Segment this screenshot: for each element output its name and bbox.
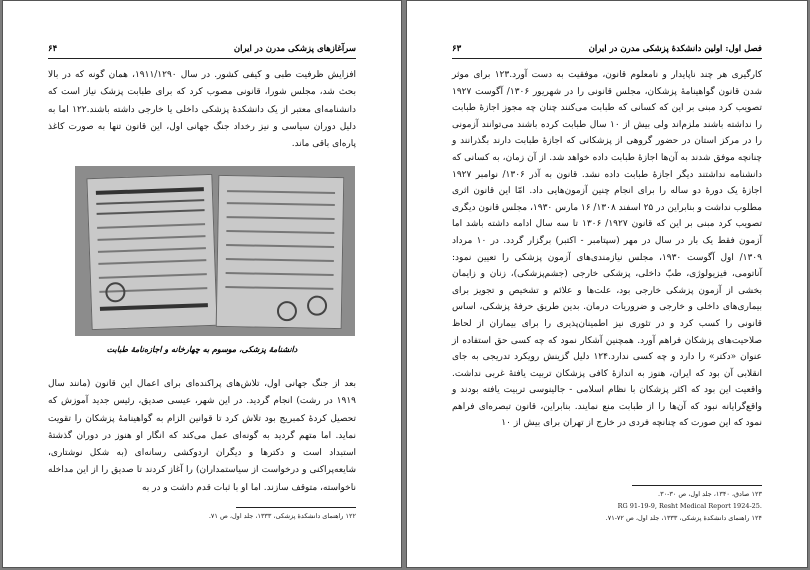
- left-bottom-text: بعد از جنگ جهانی اول، تلاش‌های پراکنده‌ای برای اعمال این قانون (مانند سال ۱۹۱۹ در رشت) انجام گردید. در این شهر، عیسی صدیق، رئیس جدید آموزش که تحصیل کردهٔ کمبریج بود تلاش کرد تا قوانین الزام به گواهینامهٔ پزشکان را تقویت نماید. اما متهم گردید به گونه‌ای عمل می‌کند که انگار او هنوز در دوران گذشتهٔ استبداد است و دکترها و دیگران اردوکشی رسانه‌ای (به شکل نوشتاری، شایعه‌پراکنی و درخواست از سیاستمداران) را آغاز کردند تا صدیق را از این مداخله ناخواسته، متوقف سازند. اما او با ثبات قدم داشت و در به: [48, 379, 356, 493]
- left-page: [2, 0, 402, 568]
- right-footnote-2: RG 91-19-9, Resht Medical Report 1924-25.: [617, 502, 762, 510]
- right-header-title: فصل اول: اولین دانشکدهٔ پزشکی مدرن در ایران: [588, 44, 762, 54]
- right-body-text: کارگیری هر چند ناپایدار و نامعلوم قانون، موفقیت به دست آورد.۱۲۳ برای موثر شدن قانون گواهینامهٔ پزشکان، مجلس قانونی را در شهریور ۱۳۰۶/ آگوست ۱۹۲۷ تصویب کرد مبنی بر این که کسانی که طبابت می‌کنند چنان چه مجوز اجازهٔ طبابت را نداشته باشند ملزم‌اند ولی بیش از ۱۰ سال طبابت کرده باشند می‌توانند آزمونی را در مرکز استان در حضور گروهی از پزشکانی که اجازهٔ طبابت دارند بگذرانند و چنانچه موفق شدند به آن‌ها اجازهٔ طبابت داده خواهد شد. از آن زمان، به کسانی که دانشنامه نداشتند دیگر اجازهٔ طبابت داده نشد. قانون به آذر ۱۳۰۶/ نوامبر ۱۹۲۷ اجازهٔ یک دورهٔ دو ساله را برای انجام چنین آزمون‌هایی داد. امّا این قانون اثری مطلوب نداشت و بنابراین در ۲۵ اسفند ۱۳۰۸/ ۱۶ مارس ۱۹۳۰، مجلس قانون دیگری تصویب کرد مبنی بر این که قانون ۱۹۲۷/ ۱۳۰۶ تا سه سال ادامه داشته باشد اما آزمون فقط یک بار در سال در مهر (سپتامبر - اکتبر) برگزار گردد. در ۱۰ مرداد ۱۳۰۹/ اول آگوست ۱۹۳۰، مجلس نیازمندی‌های آزمون پزشکی را تعیین نمود: آناتومی، فیزیولوژی، طبّ داخلی، پزشکی خارجی (جشم‌پزشکی)، زنان و زایمان بخشی از آزمون پزشکی خارجی بود، علت‌ها و علائم و تشخیص و تجویز برای بیماری‌های داخلی و خارجی و ضروریات درمان. بدین طریق حرفهٔ پزشکی، اساس قانونی را کسب کرد و در تئوری نیز اطمینان‌پذیری را برای بیماران از لحاظ صلاحیت‌های پزشکان فراهم آورد. همچنین آشکار نمود که چه کسی حق استفاده از عنوان «دکتر» را دارد و چه کسی ندارد.۱۲۴ دلیل گزینش رویکرد تدریجی به جای انقلابی آن بود که ایران، هنوز به اندازهٔ کافی پزشکان تربیت یافتهٔ غربی نداشت. واقعیت این بود که اکثر پزشکان با نظام اسلامی - جالینوسی تربیت یافته بودند و واقع‌گرایانه نبود که آن‌ها را از طبابت منع نمایند. بنابراین، قانون تبصره‌ای فراهم نمود که این صورت که چنانچه فردی در خارج از تهران برای بیش از ۱۰: [452, 70, 763, 429]
- right-footnote-rule: [632, 485, 762, 486]
- right-footnote-3: ۱۲۴ راهنمای دانشکدهٔ پزشکی، ۱۳۳۳، جلد اول، ص ۷۲-۷۱.: [605, 514, 762, 522]
- left-page-number: ۶۴: [48, 44, 58, 54]
- left-top-paragraph: [48, 67, 356, 153]
- right-page-number: ۶۳: [452, 44, 462, 54]
- right-body-paragraph: [452, 67, 762, 432]
- diploma-document-left: [86, 174, 217, 330]
- left-top-text: افزایش ظرفیت طبی و کیفی کشور. در سال ۱۹۱۱/۱۲۹۰، همان گونه که در بالا بحث شد، مجلس شورا، قانونی مصوب کرد که برای طبابت پزشک نیاز است که دانشنامه‌ای معتبر از یک دانشکدهٔ پزشکی داخلی یا خارجی داشته باشند.۱۲۲ اما به دلیل دوران سیاسی و نیز رخداد جنگ جهانی اول، این قانون تنها به صورت کاغذ پاره‌ای باقی ماند.: [48, 70, 356, 150]
- left-bottom-paragraph: [48, 376, 356, 497]
- left-page-header: [48, 44, 356, 59]
- left-footnote: ۱۲۲ راهنمای دانشکدهٔ پزشکی، ۱۳۳۳، جلد اول، ص ۷۱.: [208, 512, 356, 520]
- figure-caption: دانشنامهٔ پزشکی، موسوم به چهارخانه و اجازه‌نامهٔ طبابت: [106, 344, 298, 354]
- right-page: [406, 0, 808, 568]
- left-header-title: سرآغازهای پزشکی مدرن در ایران: [233, 44, 356, 54]
- medical-diploma-photo: [75, 166, 355, 336]
- left-footnote-rule: [236, 507, 356, 508]
- right-footnote-1: ۱۲۳ صادق، ۱۳۴۰، جلد اول، ص ۳۰-۳۰.: [658, 490, 762, 498]
- diploma-document-right: [216, 175, 345, 329]
- right-page-header: [452, 44, 762, 59]
